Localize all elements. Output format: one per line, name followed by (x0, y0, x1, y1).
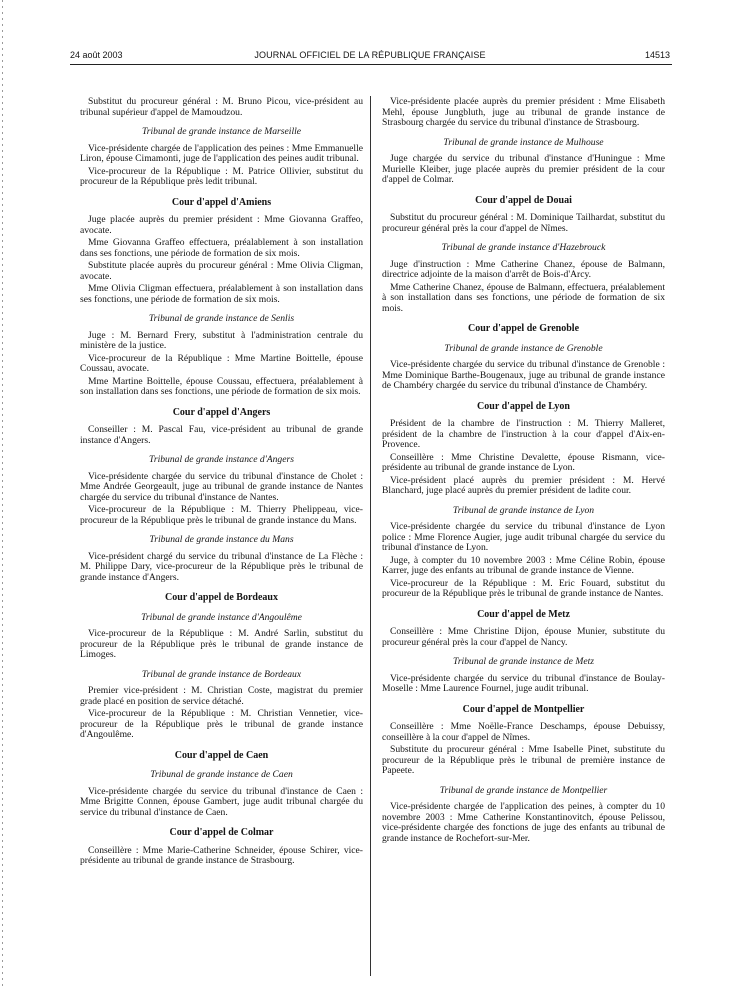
tribunal-subheading: Tribunal de grande instance d'Angoulême (141, 611, 302, 623)
page-header (70, 50, 670, 64)
court-heading: Cour d'appel de Colmar (169, 827, 274, 838)
appointment-paragraph: Vice-présidente chargée du service du tribunal d'instance de Cholet : Mme Andrée Georgeault, juge au tribunal de grande instance de Nantes chargée du service du tribunal d'instance de Nantes. (80, 470, 363, 503)
header-page-number: 14513 (644, 50, 670, 60)
appointment-paragraph: Vice-président placé auprès du premier président : M. Hervé Blanchard, juge placé auprès du premier président de ladite cour. (382, 474, 665, 496)
appointment-paragraph: Vice-procureur de la République : M. Christian Vennetier, vice-procureur de la République près le tribunal de grande instance d'Angoulême. (80, 708, 363, 740)
tribunal-subheading: Tribunal de grande instance de Senlis (148, 313, 295, 324)
court-heading: Cour d'appel d'Angers (172, 406, 271, 418)
tribunal-subheading: Tribunal de grande instance d'Angers (149, 454, 294, 465)
tribunal-subheading: Tribunal de grande instance de Bordeaux (141, 668, 302, 680)
appointment-paragraph: Vice-procureur de la République : M. Eric Fouard, substitut du procureur de la République près le tribunal de grande instance de Nantes. (382, 577, 665, 599)
page-margin-dotted-line (2, 0, 3, 990)
column-divider (370, 96, 371, 976)
court-heading: Cour d'appel de Bordeaux (165, 592, 278, 603)
appointment-paragraph: Substitut du procureur général : M. Bruno Picou, vice-président au tribunal supérieur d'appel de Mamoudzou. (80, 96, 363, 118)
appointment-paragraph: Mme Martine Boittelle, épouse Coussau, effectuera, préalablement à son installation dans ses fonctions, une période de formation de six mois. (80, 375, 363, 397)
appointment-paragraph: Vice-procureur de la République : Mme Martine Boittelle, épouse Coussau, avocate. (80, 352, 363, 374)
appointment-paragraph: Conseillère : Mme Christine Dijon, épouse Munier, substitute du procureur général près la cour d'appel de Nancy. (382, 626, 665, 648)
appointment-paragraph: Conseillère : Mme Noëlle-France Deschamps, épouse Debuissy, conseillère à la cour d'appel de Nîmes. (382, 721, 665, 743)
appointment-paragraph: Conseillère : Mme Marie-Catherine Schneider, épouse Schirer, vice-présidente au tribunal de grande instance de Strasbourg. (80, 844, 363, 866)
court-heading: Cour d'appel de Lyon (477, 400, 570, 412)
appointment-paragraph: Vice-présidente placée auprès du premier président : Mme Elisabeth Mehl, épouse Jungbluth, juge au tribunal de grande instance de Strasbourg chargée du service du tribunal d'instance de Strasbourg. (382, 96, 665, 128)
appointment-paragraph: Vice-présidente chargée du service du tribunal d'instance de Grenoble : Mme Dominique Barthe-Bougenaux, juge au tribunal de grande instance de Chambéry chargée du service du tribunal d'instance de Chambéry. (382, 359, 665, 391)
appointment-paragraph: Vice-présidente chargée du service du tribunal d'instance de Lyon police : Mme Florence Augier, juge audit tribunal chargée du service du tribunal d'instance de Lyon. (382, 521, 665, 553)
tribunal-subheading: Tribunal de grande instance de Caen (150, 769, 293, 780)
appointment-paragraph: Président de la chambre de l'instruction : M. Thierry Malleret, président de la chambre de l'instruction à la cour d'appel d'Aix-en-Provence. (382, 418, 665, 450)
court-heading: Cour d'appel de Grenoble (467, 323, 580, 334)
court-heading: Cour d'appel de Caen (174, 749, 269, 761)
appointment-paragraph: Mme Catherine Chanez, épouse de Balmann, effectuera, préalablement à son installation dans ses fonctions, une période de formation de six mois. (382, 281, 665, 314)
appointment-paragraph: Vice-président chargé du service du tribunal d'instance de La Flèche : M. Philippe Dary, vice-procureur de la République près le tribunal de grande instance d'Angers. (80, 550, 363, 583)
appointment-paragraph: Vice-procureur de la République : M. André Sarlin, substitut du procureur de la République près le tribunal de grande instance de Limoges. (80, 628, 363, 660)
appointment-paragraph: Vice-procureur de la République : M. Patrice Ollivier, substitut du procureur de la République près ledit tribunal. (80, 165, 363, 187)
appointment-paragraph: Vice-présidente chargée du service du tribunal d'instance de Boulay-Moselle : Mme Laurence Fournel, juge audit tribunal. (382, 672, 665, 694)
appointment-paragraph: Mme Giovanna Graffeo effectuera, préalablement à son installation dans ses fonctions, une période de formation de six mois. (80, 237, 363, 259)
court-heading: Cour d'appel de Douai (475, 194, 572, 206)
appointment-paragraph: Juge, à compter du 10 novembre 2003 : Mme Céline Robin, épouse Karrer, juge des enfants au tribunal de grande instance de Vienne. (382, 554, 665, 576)
appointment-paragraph: Substitut du procureur général : M. Dominique Tailhardat, substitut du procureur général près la cour d'appel de Nîmes. (382, 212, 665, 234)
appointment-paragraph: Vice-présidente chargée du service du tribunal d'instance de Caen : Mme Brigitte Connen, épouse Gambert, juge audit tribunal chargée du service du tribunal d'instance de Caen. (80, 785, 363, 818)
tribunal-subheading: Tribunal de grande instance de Marseille (141, 126, 302, 137)
tribunal-subheading: Tribunal de grande instance de Mulhouse (443, 136, 604, 148)
appointment-paragraph: Juge : M. Bernard Frery, substitut à l'administration centrale du ministère de la justice. (80, 329, 363, 351)
header-journal-title: JOURNAL OFFICIEL DE LA RÉPUBLIQUE FRANÇAISE (254, 50, 486, 60)
appointment-paragraph: Vice-présidente chargée de l'application des peines : Mme Emmanuelle Liron, épouse Cimamonti, juge de l'application des peines audit tribunal. (80, 142, 363, 164)
appointment-paragraph: Conseiller : M. Pascal Fau, vice-président au tribunal de grande instance d'Angers. (80, 424, 363, 446)
appointment-paragraph: Vice-présidente chargée de l'application des peines, à compter du 10 novembre 2003 : Mme Catherine Konstantinovitch, épouse Pelissou, vice-présidente chargée des fonctions de juge des enfants au tribunal de grande instance de Rochefort-sur-Mer. (382, 801, 665, 844)
court-heading: Cour d'appel d'Amiens (171, 196, 272, 208)
appointment-paragraph: Juge d'instruction : Mme Catherine Chanez, épouse de Balmann, directrice adjointe de la maison d'arrêt de Bois-d'Arcy. (382, 258, 665, 280)
appointment-paragraph: Substitute du procureur général : Mme Isabelle Pinet, substitute du procureur de la République près le tribunal de première instance de Papeete. (382, 744, 665, 776)
left-column (80, 97, 363, 869)
header-date: 24 août 2003 (70, 50, 123, 60)
tribunal-subheading: Tribunal de grande instance de Grenoble (444, 342, 603, 354)
appointment-paragraph: Premier vice-président : M. Christian Coste, magistrat du premier grade placé en position de service détaché. (80, 685, 363, 707)
tribunal-subheading: Tribunal de grande instance de Lyon (452, 504, 595, 516)
appointment-paragraph: Juge placée auprès du premier président : Mme Giovanna Graffeo, avocate. (80, 214, 363, 236)
appointment-paragraph: Conseillère : Mme Christine Devalette, épouse Rismann, vice-présidente au tribunal de grande instance de Lyon. (382, 451, 665, 473)
appointment-paragraph: Vice-procureur de la République : M. Thierry Phelippeau, vice-procureur de la République près le tribunal de grande instance du Mans. (80, 504, 363, 526)
tribunal-subheading: Tribunal de grande instance du Mans (149, 534, 294, 545)
right-column (382, 97, 665, 846)
tribunal-subheading: Tribunal de grande instance de Montpellier (439, 784, 608, 796)
header-rule (70, 64, 672, 65)
tribunal-subheading: Tribunal de grande instance de Metz (453, 656, 594, 667)
court-heading: Cour d'appel de Metz (477, 608, 570, 620)
court-heading: Cour d'appel de Montpellier (462, 703, 585, 715)
appointment-paragraph: Substitute placée auprès du procureur général : Mme Olivia Cligman, avocate. (80, 260, 363, 282)
appointment-paragraph: Mme Olivia Cligman effectuera, préalablement à son installation dans ses fonctions, une période de formation de six mois. (80, 283, 363, 305)
appointment-paragraph: Juge chargée du service du tribunal d'instance d'Huningue : Mme Murielle Kleiber, juge placée auprès du premier président de la cour d'appel de Colmar. (382, 153, 665, 185)
tribunal-subheading: Tribunal de grande instance d'Hazebrouck (441, 242, 606, 253)
